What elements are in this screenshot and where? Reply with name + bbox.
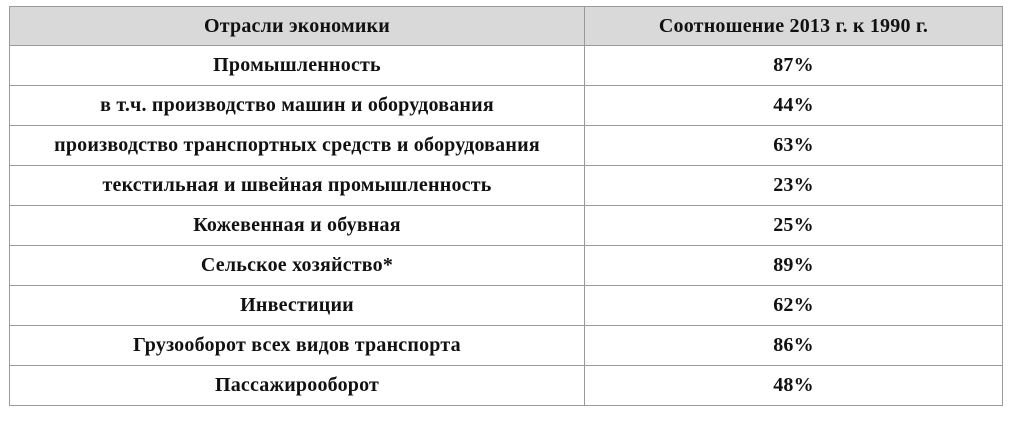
table-row	[10, 286, 1003, 326]
ratio-cell: 44%	[585, 86, 1003, 126]
header-row	[10, 7, 1003, 46]
sector-cell: Грузооборот всех видов транспорта	[10, 326, 585, 366]
table-row	[10, 366, 1003, 406]
sector-cell: текстильная и швейная промышленность	[10, 166, 585, 206]
sector-cell: производство транспортных средств и оборудования	[10, 126, 585, 166]
ratio-cell: 86%	[585, 326, 1003, 366]
table-row	[10, 246, 1003, 286]
table-row	[10, 86, 1003, 126]
sector-cell: Промышленность	[10, 46, 585, 86]
table-row	[10, 206, 1003, 246]
ratio-cell: 62%	[585, 286, 1003, 326]
ratio-cell: 87%	[585, 46, 1003, 86]
sector-cell: Инвестиции	[10, 286, 585, 326]
economy-ratio-table	[9, 6, 1003, 406]
table-row	[10, 326, 1003, 366]
sector-cell: Кожевенная и обувная	[10, 206, 585, 246]
header-sector: Отрасли экономики	[10, 7, 585, 46]
table-row	[10, 46, 1003, 86]
sector-cell: Сельское хозяйство*	[10, 246, 585, 286]
ratio-cell: 25%	[585, 206, 1003, 246]
sector-cell: Пассажирооборот	[10, 366, 585, 406]
table-row	[10, 126, 1003, 166]
ratio-cell: 63%	[585, 126, 1003, 166]
ratio-cell: 89%	[585, 246, 1003, 286]
header-ratio: Соотношение 2013 г. к 1990 г.	[585, 7, 1003, 46]
sector-cell: в т.ч. производство машин и оборудования	[10, 86, 585, 126]
ratio-cell: 23%	[585, 166, 1003, 206]
table-body	[10, 46, 1003, 406]
table-header	[10, 7, 1003, 46]
ratio-cell: 48%	[585, 366, 1003, 406]
table-row	[10, 166, 1003, 206]
